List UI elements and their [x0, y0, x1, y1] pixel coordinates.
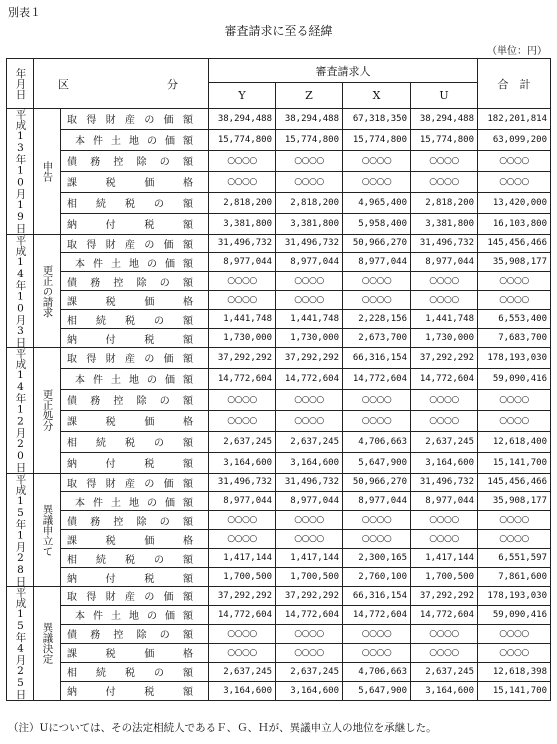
redacted-cell: ○○○○: [478, 291, 551, 310]
row-label: 本件土地の価額: [61, 492, 209, 511]
tax-payable-row: [7, 681, 551, 700]
total-cell: 7,683,700: [478, 329, 551, 348]
acquired-assets-row: [7, 473, 551, 492]
row-label: 納付税額: [61, 452, 209, 473]
redacted-cell: ○○○○: [276, 389, 343, 410]
amount-cell: 4,965,400: [343, 192, 411, 213]
amount-cell: 31,496,732: [209, 473, 276, 492]
tax-payable-row: [7, 213, 551, 234]
inheritance-tax-row: [7, 431, 551, 452]
debt-deduction-row: [7, 624, 551, 643]
acquired-assets-row: [7, 587, 551, 606]
amount-cell: 2,637,245: [209, 662, 276, 681]
amount-cell: 2,760,100: [343, 568, 411, 587]
redacted-cell: ○○○○: [411, 272, 478, 291]
total-cell: 145,456,466: [478, 234, 551, 253]
total-cell: 63,099,200: [478, 129, 551, 150]
redacted-cell: ○○○○: [209, 272, 276, 291]
row-label: 本件土地の価額: [61, 368, 209, 389]
redacted-cell: ○○○○: [276, 511, 343, 530]
amount-cell: 15,774,800: [276, 129, 343, 150]
amount-cell: 37,292,292: [276, 587, 343, 606]
redacted-cell: ○○○○: [209, 410, 276, 431]
section-kind: 異議申立て: [34, 473, 61, 587]
amount-cell: 2,818,200: [411, 192, 478, 213]
amount-cell: 1,730,000: [276, 329, 343, 348]
redacted-cell: ○○○○: [411, 171, 478, 192]
amount-cell: 38,294,488: [411, 109, 478, 130]
amount-cell: 3,381,800: [276, 213, 343, 234]
amount-cell: 14,772,604: [343, 605, 411, 624]
person-header-x: X: [343, 83, 411, 109]
amount-cell: 14,772,604: [411, 605, 478, 624]
section-date: 平成13年10月19日: [7, 109, 34, 235]
doc-tag: 別表１: [8, 6, 41, 19]
row-label: 本件土地の価額: [61, 253, 209, 272]
redacted-cell: ○○○○: [478, 410, 551, 431]
amount-cell: 8,977,044: [276, 253, 343, 272]
row-label: 債務控除の額: [61, 389, 209, 410]
row-label: 納付税額: [61, 329, 209, 348]
redacted-cell: ○○○○: [478, 150, 551, 171]
redacted-cell: ○○○○: [209, 389, 276, 410]
row-label: 取得財産の価額: [61, 234, 209, 253]
amount-cell: 2,818,200: [209, 192, 276, 213]
amount-cell: 1,417,144: [411, 549, 478, 568]
row-label: 債務控除の額: [61, 150, 209, 171]
redacted-cell: ○○○○: [343, 389, 411, 410]
amount-cell: 31,496,732: [411, 473, 478, 492]
section-kind: 申告: [34, 109, 61, 235]
amount-cell: 8,977,044: [209, 253, 276, 272]
row-label: 相続税の額: [61, 662, 209, 681]
total-cell: 13,420,000: [478, 192, 551, 213]
amount-cell: 2,228,156: [343, 310, 411, 329]
requester-group-header: 審査請求人: [209, 59, 478, 83]
section-date: 平成15年4月25日: [7, 587, 34, 701]
land-value-row: [7, 253, 551, 272]
amount-cell: 3,164,600: [276, 681, 343, 700]
row-label: 相続税の額: [61, 549, 209, 568]
redacted-cell: ○○○○: [343, 643, 411, 662]
section-date: 平成14年12月20日: [7, 348, 34, 474]
redacted-cell: ○○○○: [478, 643, 551, 662]
tax-payable-row: [7, 568, 551, 587]
land-value-row: [7, 368, 551, 389]
amount-cell: 14,772,604: [343, 368, 411, 389]
amount-cell: 2,637,245: [209, 431, 276, 452]
redacted-cell: ○○○○: [343, 272, 411, 291]
inheritance-tax-row: [7, 192, 551, 213]
redacted-cell: ○○○○: [209, 530, 276, 549]
section-date: 平成15年1月28日: [7, 473, 34, 587]
total-cell: 182,201,814: [478, 109, 551, 130]
amount-cell: 8,977,044: [411, 492, 478, 511]
total-cell: 15,141,700: [478, 681, 551, 700]
taxable-price-row: [7, 291, 551, 310]
debt-deduction-row: [7, 272, 551, 291]
section-date: 平成14年10月3日: [7, 234, 34, 348]
amount-cell: 4,706,663: [343, 431, 411, 452]
total-cell: 12,618,398: [478, 662, 551, 681]
total-cell: 15,141,700: [478, 452, 551, 473]
row-label: 相続税の額: [61, 431, 209, 452]
amount-cell: 1,700,500: [209, 568, 276, 587]
redacted-cell: ○○○○: [478, 511, 551, 530]
redacted-cell: ○○○○: [276, 150, 343, 171]
acquired-assets-row: [7, 234, 551, 253]
redacted-cell: ○○○○: [343, 291, 411, 310]
amount-cell: 37,292,292: [411, 587, 478, 606]
row-label: 本件土地の価額: [61, 605, 209, 624]
land-value-row: [7, 492, 551, 511]
row-label: 課税価格: [61, 643, 209, 662]
total-cell: 6,551,597: [478, 549, 551, 568]
redacted-cell: ○○○○: [411, 150, 478, 171]
row-label: 相続税の額: [61, 192, 209, 213]
amount-cell: 2,673,700: [343, 329, 411, 348]
amount-cell: 15,774,800: [411, 129, 478, 150]
amount-cell: 14,772,604: [209, 368, 276, 389]
debt-deduction-row: [7, 511, 551, 530]
amount-cell: 31,496,732: [209, 234, 276, 253]
amount-cell: 2,637,245: [276, 431, 343, 452]
amount-cell: 38,294,488: [209, 109, 276, 130]
row-label: 債務控除の額: [61, 624, 209, 643]
amount-cell: 31,496,732: [276, 473, 343, 492]
redacted-cell: ○○○○: [411, 530, 478, 549]
redacted-cell: ○○○○: [478, 272, 551, 291]
row-label: 課税価格: [61, 291, 209, 310]
section-kind: 異議決定: [34, 587, 61, 701]
redacted-cell: ○○○○: [411, 410, 478, 431]
total-cell: 35,908,177: [478, 253, 551, 272]
redacted-cell: ○○○○: [276, 643, 343, 662]
row-label: 取得財産の価額: [61, 348, 209, 369]
redacted-cell: ○○○○: [343, 410, 411, 431]
amount-cell: 5,647,900: [343, 452, 411, 473]
redacted-cell: ○○○○: [276, 291, 343, 310]
redacted-cell: ○○○○: [343, 530, 411, 549]
amount-cell: 1,441,748: [276, 310, 343, 329]
amount-cell: 14,772,604: [276, 368, 343, 389]
redacted-cell: ○○○○: [343, 150, 411, 171]
debt-deduction-row: [7, 389, 551, 410]
redacted-cell: ○○○○: [411, 511, 478, 530]
person-header-u: U: [411, 83, 478, 109]
total-cell: 178,193,030: [478, 348, 551, 369]
amount-cell: 2,637,245: [411, 662, 478, 681]
total-header: 合 計: [478, 59, 551, 109]
redacted-cell: ○○○○: [411, 389, 478, 410]
redacted-cell: ○○○○: [478, 171, 551, 192]
row-label: 本件土地の価額: [61, 129, 209, 150]
total-cell: 145,456,466: [478, 473, 551, 492]
amount-cell: 3,381,800: [209, 213, 276, 234]
amount-cell: 31,496,732: [276, 234, 343, 253]
amount-cell: 14,772,604: [411, 368, 478, 389]
amount-cell: 50,966,270: [343, 234, 411, 253]
amount-cell: 1,417,144: [276, 549, 343, 568]
redacted-cell: ○○○○: [276, 171, 343, 192]
page-title: 審査請求に至る経緯: [224, 24, 333, 38]
redacted-cell: ○○○○: [209, 511, 276, 530]
land-value-row: [7, 129, 551, 150]
amount-cell: 1,700,500: [411, 568, 478, 587]
row-label: 課税価格: [61, 171, 209, 192]
amount-cell: 2,818,200: [276, 192, 343, 213]
person-header-y: Y: [209, 83, 276, 109]
acquired-assets-row: [7, 348, 551, 369]
redacted-cell: ○○○○: [411, 643, 478, 662]
amount-cell: 66,316,154: [343, 587, 411, 606]
amount-cell: 37,292,292: [411, 348, 478, 369]
amount-cell: 3,164,600: [209, 452, 276, 473]
amount-cell: 8,977,044: [411, 253, 478, 272]
redacted-cell: ○○○○: [343, 171, 411, 192]
amount-cell: 14,772,604: [209, 605, 276, 624]
amount-cell: 8,977,044: [209, 492, 276, 511]
redacted-cell: ○○○○: [209, 291, 276, 310]
amount-cell: 3,381,800: [411, 213, 478, 234]
taxable-price-row: [7, 171, 551, 192]
redacted-cell: ○○○○: [209, 624, 276, 643]
amount-cell: 38,294,488: [276, 109, 343, 130]
inheritance-tax-row: [7, 310, 551, 329]
total-cell: 6,553,400: [478, 310, 551, 329]
section-kind: 更正の請求: [34, 234, 61, 348]
amount-cell: 37,292,292: [209, 348, 276, 369]
taxable-price-row: [7, 410, 551, 431]
total-cell: 178,193,030: [478, 587, 551, 606]
amount-cell: 1,730,000: [209, 329, 276, 348]
row-label: 課税価格: [61, 410, 209, 431]
history-table: [6, 58, 551, 701]
amount-cell: 37,292,292: [276, 348, 343, 369]
person-header-z: Z: [276, 83, 343, 109]
inheritance-tax-row: [7, 549, 551, 568]
redacted-cell: ○○○○: [209, 171, 276, 192]
amount-cell: 3,164,600: [411, 452, 478, 473]
amount-cell: 1,730,000: [411, 329, 478, 348]
redacted-cell: ○○○○: [343, 511, 411, 530]
redacted-cell: ○○○○: [478, 389, 551, 410]
amount-cell: 67,318,350: [343, 109, 411, 130]
date-header: 年月日: [7, 59, 34, 109]
redacted-cell: ○○○○: [276, 624, 343, 643]
amount-cell: 5,958,400: [343, 213, 411, 234]
amount-cell: 8,977,044: [343, 253, 411, 272]
row-label: 相続税の額: [61, 310, 209, 329]
amount-cell: 14,772,604: [276, 605, 343, 624]
amount-cell: 50,966,270: [343, 473, 411, 492]
footnote: （注）Uについては、その法定相続人であるＦ、Ｇ、Ｈが、異議申立人の地位を承継した。: [8, 722, 437, 734]
redacted-cell: ○○○○: [276, 410, 343, 431]
amount-cell: 1,700,500: [276, 568, 343, 587]
amount-cell: 15,774,800: [343, 129, 411, 150]
row-label: 納付税額: [61, 681, 209, 700]
redacted-cell: ○○○○: [478, 530, 551, 549]
tax-payable-row: [7, 329, 551, 348]
row-label: 債務控除の額: [61, 511, 209, 530]
redacted-cell: ○○○○: [209, 643, 276, 662]
row-label: 取得財産の価額: [61, 587, 209, 606]
redacted-cell: ○○○○: [411, 291, 478, 310]
tax-payable-row: [7, 452, 551, 473]
redacted-cell: ○○○○: [478, 624, 551, 643]
amount-cell: 8,977,044: [276, 492, 343, 511]
row-label: 納付税額: [61, 213, 209, 234]
category-header: 区 分: [34, 59, 209, 109]
total-cell: 12,618,400: [478, 431, 551, 452]
acquired-assets-row: [7, 109, 551, 130]
row-label: 課税価格: [61, 530, 209, 549]
amount-cell: 2,637,245: [276, 662, 343, 681]
amount-cell: 1,441,748: [411, 310, 478, 329]
amount-cell: 1,417,144: [209, 549, 276, 568]
amount-cell: 1,441,748: [209, 310, 276, 329]
total-cell: 59,090,416: [478, 605, 551, 624]
total-cell: 59,090,416: [478, 368, 551, 389]
amount-cell: 8,977,044: [343, 492, 411, 511]
row-label: 取得財産の価額: [61, 109, 209, 130]
amount-cell: 37,292,292: [209, 587, 276, 606]
row-label: 納付税額: [61, 568, 209, 587]
amount-cell: 15,774,800: [209, 129, 276, 150]
unit-label: （単位：円）: [487, 46, 547, 57]
inheritance-tax-row: [7, 662, 551, 681]
total-cell: 7,861,600: [478, 568, 551, 587]
row-label: 取得財産の価額: [61, 473, 209, 492]
debt-deduction-row: [7, 150, 551, 171]
redacted-cell: ○○○○: [343, 624, 411, 643]
amount-cell: 4,706,663: [343, 662, 411, 681]
redacted-cell: ○○○○: [276, 530, 343, 549]
redacted-cell: ○○○○: [209, 150, 276, 171]
taxable-price-row: [7, 643, 551, 662]
amount-cell: 66,316,154: [343, 348, 411, 369]
total-cell: 35,908,177: [478, 492, 551, 511]
amount-cell: 3,164,600: [276, 452, 343, 473]
land-value-row: [7, 605, 551, 624]
amount-cell: 5,647,900: [343, 681, 411, 700]
amount-cell: 3,164,600: [411, 681, 478, 700]
amount-cell: 3,164,600: [209, 681, 276, 700]
taxable-price-row: [7, 530, 551, 549]
amount-cell: 31,496,732: [411, 234, 478, 253]
redacted-cell: ○○○○: [276, 272, 343, 291]
amount-cell: 2,300,165: [343, 549, 411, 568]
redacted-cell: ○○○○: [411, 624, 478, 643]
total-cell: 16,103,800: [478, 213, 551, 234]
section-kind: 更正処分: [34, 348, 61, 474]
row-label: 債務控除の額: [61, 272, 209, 291]
amount-cell: 2,637,245: [411, 431, 478, 452]
